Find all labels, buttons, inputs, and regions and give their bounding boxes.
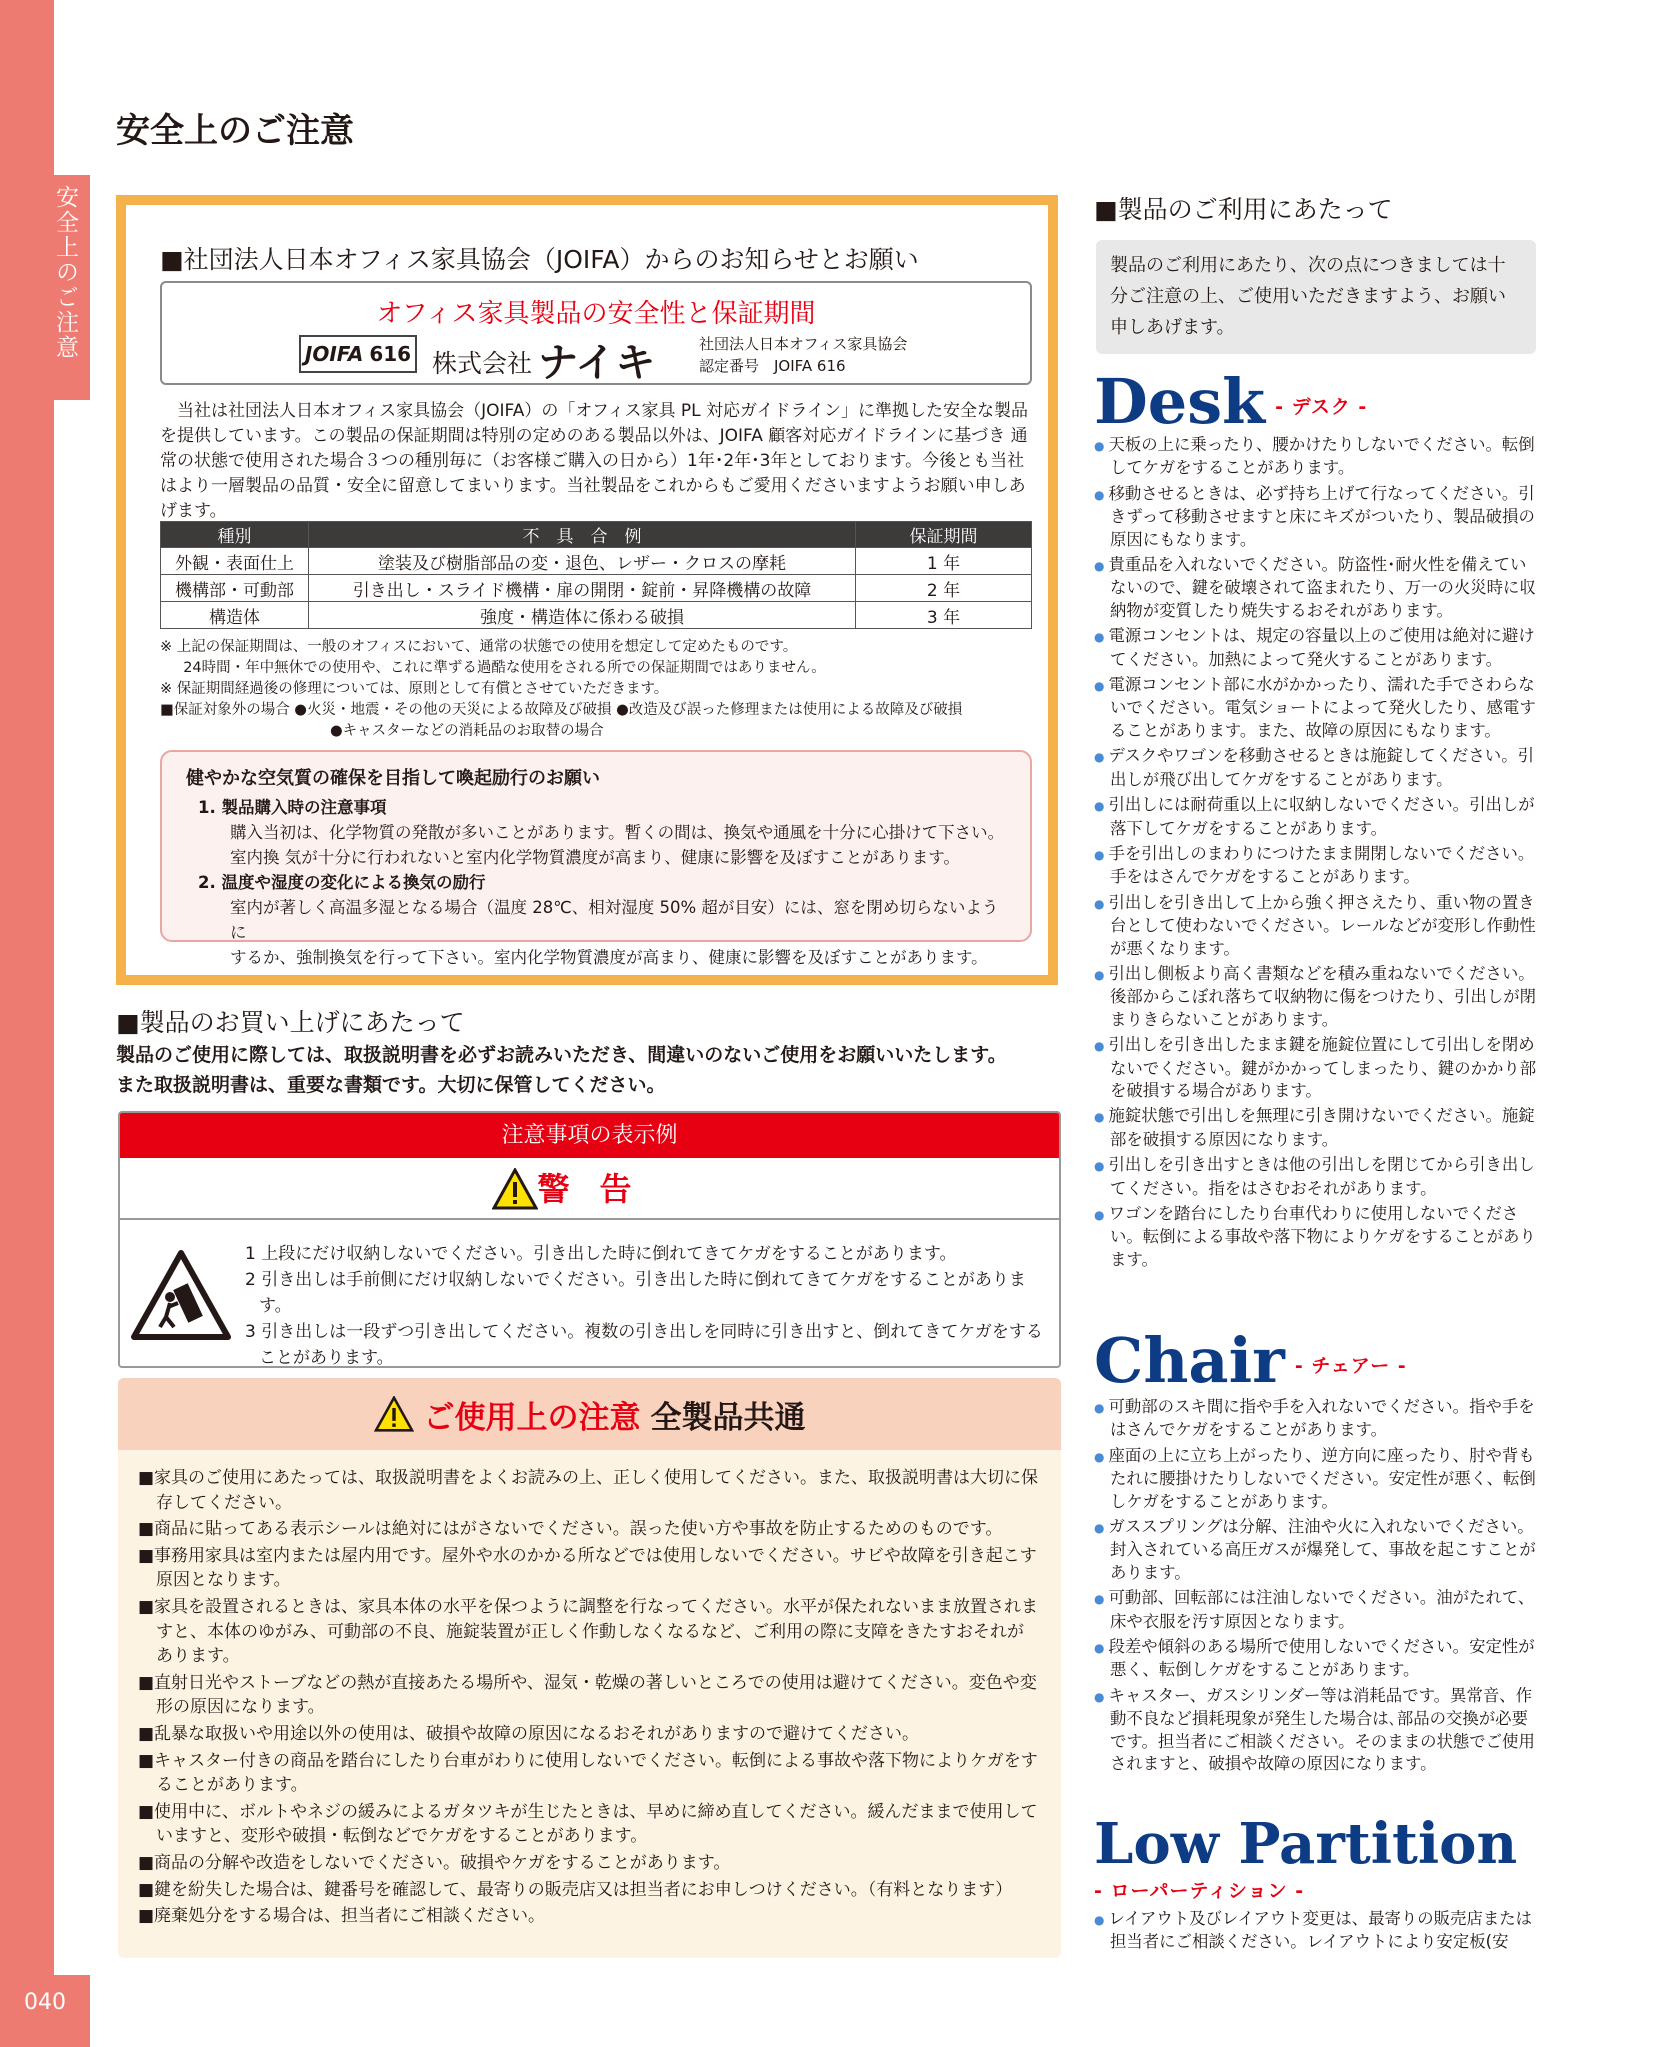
joifa-notice-box (116, 195, 1058, 985)
usage-precautions-list (118, 1450, 1061, 1929)
list-item-text: 天板の上に乗ったり、腰かけたりしないでください。転倒してケガをすることがあります。 (1108, 435, 1535, 478)
bullet-icon: ● (1094, 1208, 1105, 1222)
chair-title (1094, 1325, 1407, 1402)
table-cell: 機構部・可動部 (161, 575, 309, 602)
list-item: ■乱暴な取扱いや用途以外の使用は、破損や故障の原因になるおそれがありますので避けてください。 (138, 1723, 920, 1744)
table-row (161, 575, 1032, 602)
usage-precautions-header (118, 1378, 1061, 1450)
list-item-text: レイアウト及びレイアウト変更は、最寄りの販売店または担当者にご相談ください。レイアウトにより安定板(安 (1108, 1909, 1533, 1952)
list-item: ■商品の分解や改造をしないでください。破損やケガをすることがあります。 (138, 1852, 731, 1873)
bullet-icon: ● (1094, 1521, 1105, 1536)
air-quality-subheading: 1. 製品購入時の注意事項 (198, 798, 387, 817)
list-item: ■鍵を紛失した場合は、鍵番号を確認して、最寄りの販売店又は担当者にお申しつけください。（有料となります） (138, 1879, 1013, 1900)
air-quality-text: するか、強制換気を行って下さい。室内化学物質濃度が高まり、健康に影響を及ぼすことがあります。 (230, 948, 988, 967)
warranty-exclusions: ●キャスターなどの消耗品のお取替の場合 (330, 723, 604, 739)
list-item-text: 電源コンセントは、規定の容量以上のご使用は絶対に避けてください。加熱によって発火することがあります。 (1108, 626, 1535, 669)
list-item: 1 上段にだけ収納しないでください。引き出した時に倒れてきてケガをすることがあります。 (245, 1244, 957, 1264)
list-item-text: 可動部のスキ間に指や手を入れないでください。指や手をはさんでケガをすることがあります。 (1108, 1397, 1535, 1440)
bullet-icon: ● (1094, 1641, 1105, 1656)
air-quality-text: 室内が著しく高温多湿となる場合（温度 28℃、相対湿度 50% 超が目安）には、窓を閉め切らないように (230, 898, 999, 942)
air-quality-text: 購入当初は、化学物質の発散が多いことがあります。暫くの間は、換気や通風を十分に心掛けて下さい。 (230, 823, 1005, 842)
warranty-table (160, 521, 1032, 629)
list-item: ■廃棄処分をする場合は、担当者にご相談ください。 (138, 1906, 546, 1927)
list-item-text: ワゴンを踏台にしたり台車代わりに使用しないでください。転倒による事故や落下物によりケガをすることがあります。 (1108, 1204, 1536, 1269)
joifa-body (160, 399, 1032, 524)
bullet-icon: ● (1094, 679, 1105, 694)
list-item (1094, 794, 1538, 840)
bullet-icon: ● (1094, 750, 1105, 765)
bullet-icon: ● (1094, 1110, 1105, 1125)
joifa-badge-text: JOIFA (304, 342, 364, 366)
list-item-text: 可動部、回転部には注油しないでください。油がたれて、床や衣服を汚す原因となります。 (1108, 1588, 1535, 1631)
list-item-text: 貴重品を入れないでください。防盗性･耐火性を備えていないので、鍵を破壊されて盗まれたり、万一の火災時に収納物が変質したり焼失するおそれがあります。 (1108, 555, 1536, 620)
list-item (1094, 745, 1538, 791)
warranty-notes (160, 637, 1040, 742)
list-item-text: 引出しを引き出したまま鍵を施錠位置にして引出しを閉めないでください。鍵がかかってしまったり、鍵のかかり部を破損する場合があります。 (1108, 1035, 1537, 1100)
table-cell: 3 年 (856, 602, 1032, 629)
bullet-icon: ● (1094, 1449, 1105, 1464)
list-item (1094, 1516, 1538, 1584)
bullet-icon: ● (1094, 1159, 1105, 1174)
purchase-line: 製品のご使用に際しては、取扱説明書を必ずお読みいただき、間違いのないご使用をお願いいたします。 (116, 1044, 1007, 1066)
list-item: 2 引き出しは手前側にだけ収納しないでください。引き出した時に倒れてきてケガをすることがあります。 (245, 1270, 1026, 1316)
chair-subtitle: - チェアー - (1294, 1355, 1407, 1377)
warranty-note: ※ 保証期間経過後の修理については、原則として有償とさせていただきます。 (160, 681, 669, 697)
side-band-white-bottom (54, 400, 90, 1975)
certification-box (160, 281, 1032, 385)
desk-title-text: Desk (1094, 365, 1266, 438)
company-name (432, 331, 655, 388)
bullet-icon: ● (1094, 1913, 1105, 1927)
list-item: ■家具を設置されるときは、家具本体の水平を保つように調整を行なってください。水平が保たれないまま放置されますと、本体のゆがみ、可動部の不良、施錠装置が正しく作動しなくなるなど、ご利用の際に支障をきたすおそれがあります。 (138, 1596, 1039, 1667)
side-section-label: 安全上のご注意 (52, 185, 78, 360)
purchase-heading: ■製品のお買い上げにあたって (116, 1008, 465, 1037)
warning-triangle-icon (374, 1396, 414, 1432)
air-quality-title: 健やかな空気質の確保を目指して喚起励行のお願い (186, 768, 600, 789)
table-cell: 外観・表面仕上 (161, 548, 309, 575)
list-item-text: デスクやワゴンを移動させるときは施錠してください。引出しが飛び出してケガをすることがあります。 (1108, 746, 1534, 789)
bullet-icon: ● (1094, 847, 1105, 862)
list-item (1094, 483, 1538, 551)
desk-subtitle: - デスク - (1275, 396, 1368, 418)
certification-title: オフィス家具製品の安全性と保証期間 (376, 299, 816, 329)
bullet-icon: ● (1094, 1592, 1105, 1607)
list-item (1094, 1587, 1538, 1633)
list-item (1094, 843, 1538, 889)
warning-heading-row (120, 1158, 1059, 1220)
air-quality-box (160, 750, 1032, 967)
warning-example-list (245, 1241, 1055, 1368)
joifa-body-text: 当社は社団法人日本オフィス家具協会（JOIFA）の「オフィス家具 PL 対応ガイドライン」に準拠した安全な製品を提供しています。この製品の保証期間は特別の定めのある製品以外は、JOIFA 顧客対応ガイドラインに基づき 通常の状態で使用された場合３つの種別毎に（お客様ご購入の日から）1年･2年･3年としております。今後とも当社はより一層製品の品質・安全に留意してまいります。当社製品をこれからもご愛用くださいますようお願い申しあげます。 (160, 401, 1029, 521)
table-row (161, 548, 1032, 575)
list-item (1094, 1685, 1538, 1776)
bullet-icon: ● (1094, 439, 1105, 453)
list-item-text: 段差や傾斜のある場所で使用しないでください。安定性が悪く、転倒しケガをすることがあります。 (1108, 1637, 1535, 1680)
association-info (699, 333, 907, 377)
list-item-text: 手を引出しのまわりにつけたまま開閉しないでください。手をはさんでケガをすることがあります。 (1108, 843, 1535, 887)
list-item: ■家具のご使用にあたっては、取扱説明書をよくお読みの上、正しく使用してください。また、取扱説明書は大切に保存してください。 (138, 1468, 1039, 1513)
list-item: ■事務用家具は室内または屋内用です。屋外や水のかかる所などでは使用しないでください。サビや故障を引き起こす原因となります。 (138, 1545, 1037, 1591)
warranty-exclusions: ■保証対象外の場合 ●火災・地震・その他の天災による故障及び破損 ●改造及び誤った修理または使用による故障及び破損 (160, 702, 963, 718)
list-item (1094, 1396, 1538, 1442)
list-item: ■キャスター付きの商品を踏台にしたり台車がわりに使用しないでください。転倒による事故や落下物によりケガをすることがあります。 (138, 1750, 1038, 1796)
warning-example (118, 1111, 1061, 1368)
usage-title: ご使用上の注意 (423, 1399, 641, 1436)
warning-example-label: 注意事項の表示例 (120, 1113, 1059, 1158)
table-cell: 強度・構造体に係わる破損 (309, 602, 856, 629)
list-item (1094, 1908, 1538, 1954)
bullet-icon: ● (1094, 799, 1105, 814)
usage-guide-heading: ■製品のご利用にあたって (1094, 195, 1393, 224)
page-title: 安全上のご注意 (116, 111, 354, 151)
list-item: ■直射日光やストーブなどの熱が直接あたる場所や、湿気・乾燥の著しいところでの使用は避けてください。変色や変形の原因になります。 (138, 1672, 1037, 1718)
table-cell: 1 年 (856, 548, 1032, 575)
association-name: 社団法人日本オフィス家具協会 (699, 335, 908, 353)
bullet-icon: ● (1094, 967, 1105, 982)
table-row (161, 602, 1032, 629)
chair-title-text: Chair (1094, 1324, 1285, 1397)
table-cell: 2 年 (856, 575, 1032, 602)
low-partition-subtitle: - ローパーティション - (1094, 1880, 1305, 1902)
purchase-line: また取扱説明書は、重要な書類です。大切に保管してください。 (116, 1074, 666, 1096)
header-defect: 不 具 合 例 (309, 522, 856, 548)
list-item-text: キャスター、ガスシリンダー等は消耗品です。異常音、作動不良など損耗現象が発生した場合は､部品の交換が必要です。担当者にご相談ください。そのままの状態でご使用されますと、破損や故障の原因になります。 (1108, 1685, 1535, 1774)
bullet-icon: ● (1094, 630, 1105, 645)
list-item-text: 移動させるときは、必ず持ち上げて行なってください。引きずって移動させますと床にキズがついたり、製品破損の原因にもなります。 (1108, 483, 1535, 549)
side-band-white-top (54, 0, 90, 175)
bullet-icon: ● (1094, 1039, 1105, 1054)
company-brand: ナイキ (538, 340, 656, 386)
list-item (1094, 674, 1538, 742)
joifa-badge-number: 616 (369, 342, 412, 366)
bullet-icon: ● (1094, 559, 1105, 574)
list-item (1094, 1636, 1538, 1682)
list-item-text: 電源コンセント部に水がかかったり、濡れた手でさわらないでください。電気ショートによって発火したり、感電することがあります。また、故障の原因にもなります。 (1108, 675, 1536, 740)
list-item-text: 座面の上に立ち上がったり、逆方向に座ったり、肘や背もたれに腰掛けたりしないでください。安定性が悪く、転倒しケガをすることがあります。 (1108, 1445, 1536, 1511)
list-item (1094, 1105, 1538, 1151)
list-item (1094, 554, 1538, 622)
bullet-icon: ● (1094, 487, 1105, 502)
list-item-text: 引出し側板より高く書類などを積み重ねないでください。後部からこぼれ落ちて収納物に傷をつけたり、引出しが閉まりきらないことがあります。 (1108, 963, 1536, 1029)
table-cell: 塗装及び樹脂部品の変・退色、レザー・クロスの摩耗 (309, 548, 856, 575)
list-item-text: 引出しを引き出すときは他の引出しを閉じてから引き出してください。指をはさむおそれがあります。 (1108, 1155, 1535, 1198)
desk-title (1094, 366, 1367, 443)
usage-precautions-box (118, 1378, 1061, 1958)
list-item (1094, 892, 1538, 960)
list-item: ■商品に貼ってある表示シールは絶対にはがさないでください。誤った使い方や事故を防止するためのものです。 (138, 1519, 1003, 1540)
joifa-heading: ■社団法人日本オフィス家具協会（JOIFA）からのお知らせとお願い (160, 245, 919, 274)
warranty-table-header (161, 522, 1032, 548)
joifa-badge (299, 335, 417, 373)
list-item (1094, 963, 1538, 1031)
low-partition-precautions-list (1094, 1908, 1538, 1957)
list-item (1094, 434, 1538, 480)
list-item-text: 引出しを引き出して上から強く押さえたり、重い物の置き台として使わないでください。レールなどが変形し作動性が悪くなります。 (1108, 892, 1536, 958)
low-partition-title: Low Partition (1094, 1811, 1518, 1877)
warranty-note: 24時間・年中無休での使用や、これに準ずる過酷な使用をされる所での保証期間ではありません。 (183, 660, 826, 676)
desk-precautions-list (1094, 434, 1538, 1274)
list-item (1094, 1203, 1538, 1271)
bullet-icon: ● (1094, 896, 1105, 911)
list-item: ■使用中に、ボルトやネジの緩みによるガタツキが生じたときは、早めに締め直してください。緩んだままで使用していますと、変形や破損・転倒などでケガをすることがあります。 (138, 1801, 1038, 1847)
list-item (1094, 1154, 1538, 1200)
warranty-note: ※ 上記の保証期間は、一般のオフィスにおいて、通常の状態での使用を想定して定めたものです。 (160, 639, 798, 655)
falling-cabinet-warning-icon (130, 1249, 232, 1341)
list-item-text: ガススプリングは分解、注油や火に入れないでください。封入されている高圧ガスが爆発して、事故を起こすことがあります。 (1108, 1517, 1536, 1582)
bullet-icon: ● (1094, 1689, 1105, 1704)
list-item (1094, 625, 1538, 671)
company-prefix: 株式会社 (432, 349, 533, 378)
header-type: 種別 (161, 522, 309, 548)
bullet-icon: ● (1094, 1401, 1105, 1415)
list-item-text: 施錠状態で引出しを無理に引き開けないでください。施錠部を破損する原因になります。 (1108, 1106, 1535, 1149)
table-cell: 構造体 (161, 602, 309, 629)
page-number: 040 (24, 1990, 66, 2015)
usage-guide-intro: 製品のご利用にあたり、次の点につきましては十分ご注意の上、ご使用いただきますよう、お願い申しあげます。 (1096, 240, 1536, 354)
list-item (1094, 1034, 1538, 1102)
certification-number: 認定番号 JOIFA 616 (699, 357, 846, 375)
usage-scope: 全製品共通 (650, 1399, 806, 1436)
table-cell: 引き出し・スライド機構・扉の開閉・錠前・昇降機構の故障 (309, 575, 856, 602)
warning-keikoku: 警告 (537, 1170, 662, 1208)
warning-triangle-icon (492, 1168, 538, 1210)
list-item (1094, 1445, 1538, 1513)
purchase-body (116, 1040, 1066, 1100)
chair-precautions-list (1094, 1396, 1538, 1779)
header-period: 保証期間 (856, 522, 1032, 548)
air-quality-text: 室内換 気が十分に行われないと室内化学物質濃度が高まり、健康に影響を及ぼすことがあります。 (230, 848, 960, 867)
list-item: 3 引き出しは一段ずつ引き出してください。複数の引き出しを同時に引き出すと、倒れてきてケガをすることがあります。 (245, 1322, 1043, 1368)
list-item-text: 引出しには耐荷重以上に収納しないでください。引出しが落下してケガをすることがあります。 (1108, 795, 1535, 838)
air-quality-subheading: 2. 温度や湿度の変化による換気の励行 (198, 873, 486, 892)
